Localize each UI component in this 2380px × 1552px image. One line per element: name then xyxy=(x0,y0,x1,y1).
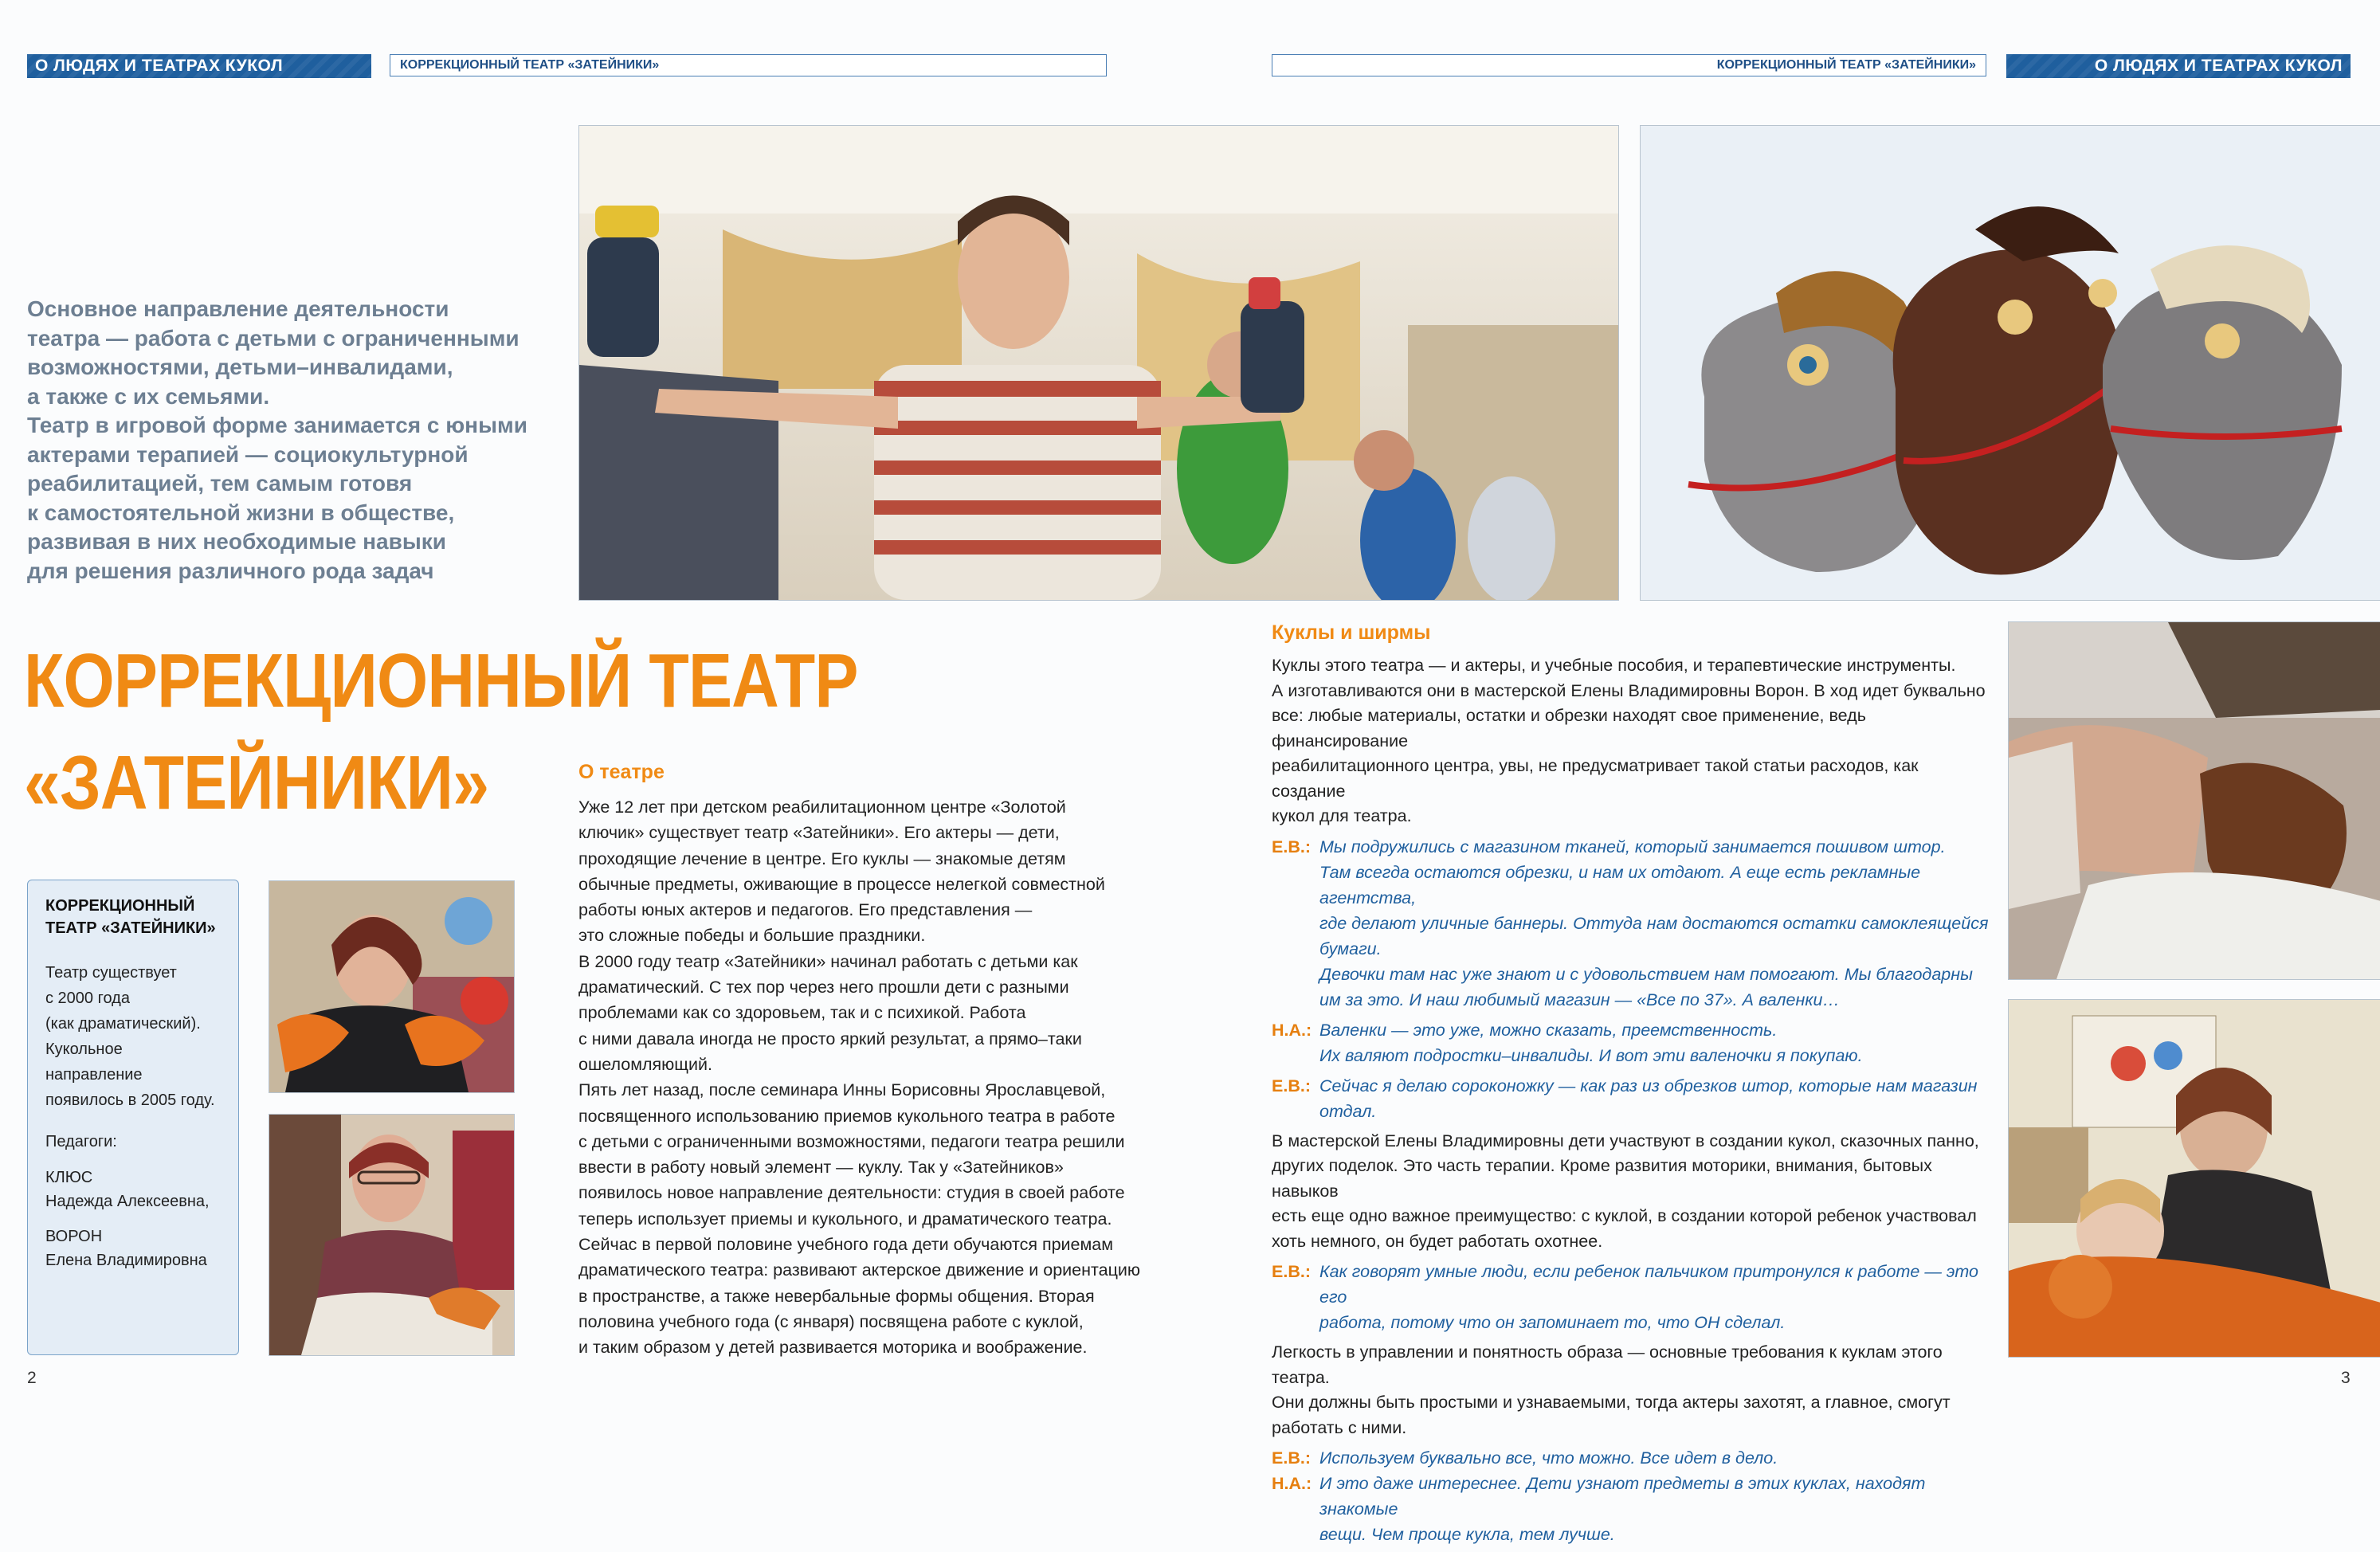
dolls-heading: Куклы и ширмы xyxy=(1272,621,1431,644)
dolls-paragraph-1: Куклы этого театра — и актеры, и учебные пособия, и терапевтические инструменты. А изготавливаются они в мастерской Елены Владимировны Ворон. В ход идет буквально все: любые материалы, остатки и обрезки находят свое применение, ведь финансирование реабилитационного центра, увы, не предусматривает такой статьи расходов, как создание кукол для театра. xyxy=(1272,656,1986,825)
info-box-title: КОРРЕКЦИОННЫЙ ТЕАТР «ЗАТЕЙНИКИ» xyxy=(45,897,216,937)
dialog-text: Валенки — это уже, можно сказать, преемственность. Их валяют подростки–инвалиды. И вот эти валеночки я покупаю. xyxy=(1319,1020,1863,1065)
speaker-label: Е.В.: xyxy=(1272,837,1311,856)
dialog-block-1 xyxy=(1272,834,1989,1124)
main-title-line1: КОРРЕКЦИОННЫЙ ТЕАТР xyxy=(24,638,858,723)
section-tab-left: О ЛЮДЯХ И ТЕАТРАХ КУКОЛ xyxy=(27,54,371,78)
intro-lead-text: Основное направление деятельности театра — работа с детьми с ограниченными возможностями, детьми–инвалидами, а также с их семьями. Театр в игровой форме занимается с юными актерами терапией — социокультурной реабилитацией, тем самым готовя к самостоятельной жизни в обществе, развивая в них необходимые навыки для решения различного рода задач xyxy=(27,296,527,583)
dialog-text: Сейчас я делаю сороконожку — как раз из обрезков штор, которые нам магазин отдал. xyxy=(1319,1076,1978,1121)
about-body-text: Уже 12 лет при детском реабилитационном центре «Золотой ключик» существует театр «Затейники». Его актеры — дети, проходящие лечение в центре. Его куклы — знакомые детям обычные предметы, оживающие в процессе нелегкой совместной работы юных актеров и педагогов. Его представления — это сложные победы и большие праздники. В 2000 году театр «Затейники» начинал работать с детьми как драматический. С тех пор через него прошли дети с разными проблемами как со здоровьем, так и с психикой. Работа с ними давала иногда не просто яркий результат, а прямо–таки ошеломляющий. Пять лет назад, после семинара Инны Борисовны Ярославцевой, посвященного использованию приемов кукольного театра в работе с детьми с ограниченными возможностями, педагоги театра решили ввести в работу новый элемент — куклу. Так у «Затейников» появилось новое направление деятельности: студия в своей работе теперь использует приемы и кукольного, и драматического театра. Сейчас в первой половине учебного года дети обучаются приемам драматического театра: развивают актерское движение и ориентацию в пространстве, а также невербальные формы общения. Вторая половина учебного года (с января) посвящена работе с куклой, и таким образом у детей развивается моторика и воображение. xyxy=(578,798,1141,1358)
photo-hands-sewing xyxy=(2008,621,2380,980)
page-number-left: 2 xyxy=(27,1369,37,1387)
dialog-line xyxy=(1272,834,1989,1013)
photo-horse-puppets xyxy=(1640,125,2380,601)
photo-teacher-voron xyxy=(269,1114,515,1356)
info-box xyxy=(27,880,239,1355)
info-box-teachers-label: Педагоги: xyxy=(45,1133,117,1150)
dolls-paragraph-3: Легкость в управлении и понятность образа — основные требования к куклам этого театра. Они должны быть простыми и узнаваемыми, тогда актеры захотят, а главное, смогут работать с ними. xyxy=(1272,1342,1951,1437)
speaker-label: Н.А.: xyxy=(1272,1474,1312,1493)
dialog-text: Мы подружились с магазином тканей, который занимается пошивом штор. Там всегда остаются обрезки, и нам их отдают. А еще есть рекламные агентства, где делают уличные баннеры. Оттуда нам достаются остатки самоклеящейся бумаги. Девочки там нас уже знают и с удовольствием нам помогают. Мы благодарны им за это. И наш любимый магазин — «Все по 37». А валенки… xyxy=(1319,837,1989,1009)
dialog-block-2 xyxy=(1272,1259,1989,1335)
speaker-label: Е.В.: xyxy=(1272,1262,1311,1281)
dialog-text: Используем буквально все, что можно. Все идет в дело. xyxy=(1319,1448,1778,1468)
speaker-label: Н.А.: xyxy=(1272,1020,1312,1040)
page-number-right: 3 xyxy=(2341,1369,2351,1387)
dolls-article xyxy=(1272,653,1989,1552)
info-box-teacher-2: ВОРОН Елена Владимировна xyxy=(45,1228,207,1269)
dolls-paragraph-2: В мастерской Елены Владимировны дети участвуют в создании кукол, сказочных панно, других поделок. Это часть терапии. Кроме развития моторики, внимания, бытовых навыков есть еще одно важное преимущество: с куклой, в создании которой ребенок участвовал хоть немного, он будет работать охотнее. xyxy=(1272,1131,1979,1251)
about-heading: О театре xyxy=(578,761,665,783)
main-title-line2: «ЗАТЕЙНИКИ» xyxy=(24,740,489,825)
dialog-line xyxy=(1272,1471,1989,1547)
dialog-line xyxy=(1272,1259,1989,1335)
dialog-line xyxy=(1272,1445,1989,1471)
section-tab-right: О ЛЮДЯХ И ТЕАТРАХ КУКОЛ xyxy=(2006,54,2351,78)
dialog-text: Как говорят умные люди, если ребенок пальчиком притронулся к работе — это его работа, потому что он запоминает то, что ОН сделал. xyxy=(1319,1262,1978,1332)
photo-children-exercise xyxy=(578,125,1619,601)
info-box-teacher-1: КЛЮС Надежда Алексеевна, xyxy=(45,1169,210,1210)
speaker-label: Е.В.: xyxy=(1272,1076,1311,1095)
dialog-line xyxy=(1272,1073,1989,1124)
running-title-right: КОРРЕКЦИОННЫЙ ТЕАТР «ЗАТЕЙНИКИ» xyxy=(1272,54,1986,76)
dialog-block-3 xyxy=(1272,1445,1989,1547)
running-title-left: КОРРЕКЦИОННЫЙ ТЕАТР «ЗАТЕЙНИКИ» xyxy=(390,54,1107,76)
info-box-description: Театр существует с 2000 года (как драматический). Кукольное направление появилось в 2005 году. xyxy=(45,964,215,1109)
photo-teacher-klyus xyxy=(269,880,515,1093)
speaker-label: Е.В.: xyxy=(1272,1448,1311,1468)
dialog-text: И это даже интереснее. Дети узнают предметы в этих куклах, находят знакомые вещи. Чем проще кукла, тем лучше. xyxy=(1319,1474,1926,1544)
dialog-line xyxy=(1272,1017,1989,1068)
photo-teacher-with-child xyxy=(2008,999,2380,1358)
